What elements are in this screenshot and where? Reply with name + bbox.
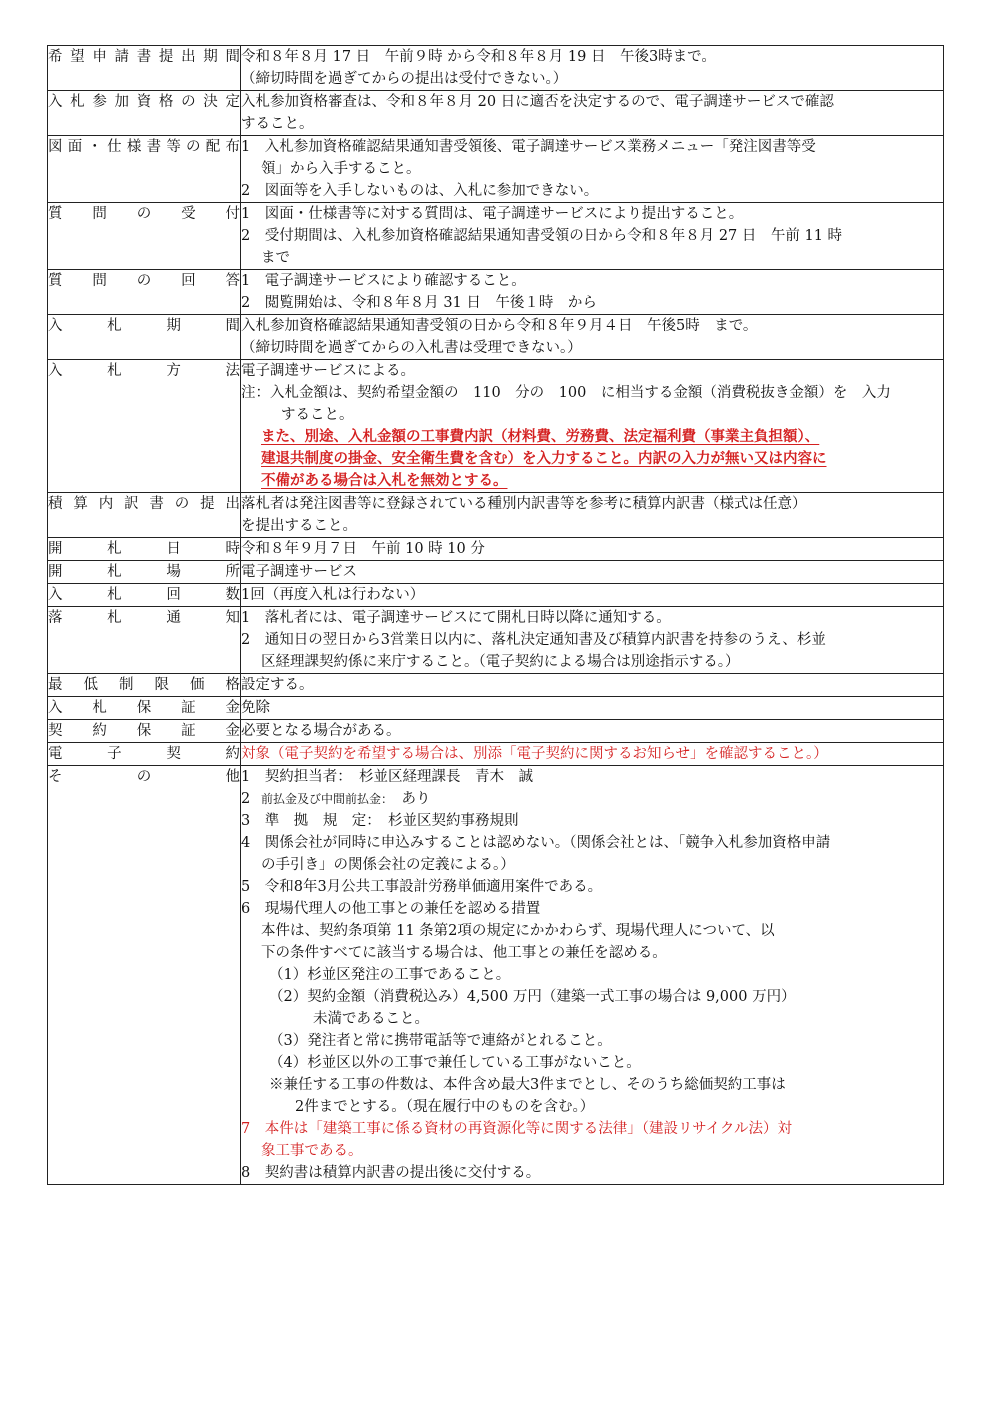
row-label: 希望申請書提出期間 xyxy=(48,46,241,91)
row-label: その他 xyxy=(48,766,241,1185)
table-row xyxy=(48,136,944,203)
procurement-info-table xyxy=(47,45,944,1185)
row-content: 1 入札参加資格確認結果通知書受領後、電子調達サービス業務メニュー「発注図書等受 領」から入手すること。 2 図面等を入手しないものは、入札に参加できない。 xyxy=(241,136,944,203)
table-row xyxy=(48,697,944,720)
row-content xyxy=(241,743,944,766)
invalid-bid-notice: 建退共制度の掛金、安全衛生費を含む）を入力すること。内訳の入力が無い又は内容に xyxy=(261,450,827,467)
table-row xyxy=(48,584,944,607)
table-row xyxy=(48,743,944,766)
row-label: 最低制限価格 xyxy=(48,674,241,697)
table-row xyxy=(48,538,944,561)
row-label: 電子契約 xyxy=(48,743,241,766)
invalid-bid-notice: 不備がある場合は入札を無効とする。 xyxy=(261,472,508,489)
row-label: 積算内訳書の提出 xyxy=(48,493,241,538)
table-row xyxy=(48,315,944,360)
row-content: 電子調達サービス xyxy=(241,561,944,584)
table-row xyxy=(48,766,944,1185)
table-row xyxy=(48,203,944,270)
row-content: 入札参加資格審査は、令和８年８月 20 日に適否を決定するので、電子調達サービスで確認 すること。 xyxy=(241,91,944,136)
table-row xyxy=(48,270,944,315)
row-label: 入札回数 xyxy=(48,584,241,607)
row-content: 令和８年９月７日 午前 10 時 10 分 xyxy=(241,538,944,561)
table-row xyxy=(48,607,944,674)
table-row xyxy=(48,360,944,493)
row-label: 入札期間 xyxy=(48,315,241,360)
table-row xyxy=(48,46,944,91)
row-content: 設定する。 xyxy=(241,674,944,697)
row-content: 必要となる場合がある。 xyxy=(241,720,944,743)
row-content: 電子調達サービスによる。 注：入札金額は、契約希望金額の 110 分の 100 に相当する金額（消費税抜き金額）を 入力 すること。 また、別途、入札金額の工事費内訳（材料費、労務費、法定福利費（事業主負担額）、 建退共制度の掛金、安全衛生費を含む）を入力すること。内訳の入力が無い又は内容に 不備がある場合は入札を無効とする。 xyxy=(241,360,944,493)
row-content: 免除 xyxy=(241,697,944,720)
table-row xyxy=(48,674,944,697)
row-content: 1 図面・仕様書等に対する質問は、電子調達サービスにより提出すること。 2 受付期間は、入札参加資格確認結果通知書受領の日から令和８年８月 27 日 午前 11 時 まで xyxy=(241,203,944,270)
electronic-contract-notice: 対象（電子契約を希望する場合は、別添「電子契約に関するお知らせ」を確認すること。） xyxy=(241,746,828,762)
invalid-bid-notice: また、別途、入札金額の工事費内訳（材料費、労務費、法定福利費（事業主負担額）、 xyxy=(261,428,820,445)
row-content: 1 契約担当者： 杉並区経理課長 青木 誠 2 前払金及び中間前払金： あり 3 準 拠 規 定： 杉並区契約事務規則 4 関係会社が同時に申込みすることは認めない。（関係会社とは、「競争入札参加資格申請 の手引き」の関係会社の定義による。） 5 令和8年3月公共工事設計労務単価適用案件である。 6 現場代理人の他工事との兼任を認める措置 本件は、契約条項第 11 条第2項の規定にかかわらず、現場代理人について、以 下の条件すべてに該当する場合は、他工事との兼任を認める。 （1）杉並区発注の工事であること。 （2）契約金額（消費税込み）4,500 万円（建築一式工事の場合は 9,000 万円） 未満であること。 （3）発注者と常に携帯電話等で連絡がとれること。 （4）杉並区以外の工事で兼任している工事がないこと。 ※兼任する工事の件数は、本件含め最大3件までとし、そのうち総価契約工事は 2件までとする。（現在履行中のものを含む。） 7 本件は「建築工事に係る資材の再資源化等に関する法律」（建設リサイクル法）対 象工事である。 8 契約書は積算内訳書の提出後に交付する。 xyxy=(241,766,944,1185)
row-content: 令和８年８月 17 日 午前９時 から令和８年８月 19 日 午後3時まで。 （締切時間を過ぎてからの提出は受付できない。） xyxy=(241,46,944,91)
row-label: 図面・仕様書等の配布 xyxy=(48,136,241,203)
row-label: 落札通知 xyxy=(48,607,241,674)
row-label: 開札日時 xyxy=(48,538,241,561)
row-content: 1 電子調達サービスにより確認すること。 2 閲覧開始は、令和８年８月 31 日 午後１時 から xyxy=(241,270,944,315)
row-content: 入札参加資格確認結果通知書受領の日から令和８年９月４日 午後5時 まで。 （締切時間を過ぎてからの入札書は受理できない。） xyxy=(241,315,944,360)
table-row xyxy=(48,493,944,538)
row-label: 質問の受付 xyxy=(48,203,241,270)
row-label: 質問の回答 xyxy=(48,270,241,315)
table-row xyxy=(48,91,944,136)
row-content: 落札者は発注図書等に登録されている種別内訳書等を参考に積算内訳書（様式は任意） を提出すること。 xyxy=(241,493,944,538)
row-label: 契約保証金 xyxy=(48,720,241,743)
row-label: 入札方法 xyxy=(48,360,241,493)
row-content: 1回（再度入札は行わない） xyxy=(241,584,944,607)
row-label: 入札保証金 xyxy=(48,697,241,720)
table-row xyxy=(48,561,944,584)
row-label: 開札場所 xyxy=(48,561,241,584)
row-content: 1 落札者には、電子調達サービスにて開札日時以降に通知する。 2 通知日の翌日から3営業日以内に、落札決定通知書及び積算内訳書を持参のうえ、杉並 区経理課契約係に来庁すること。（電子契約による場合は別途指示する。） xyxy=(241,607,944,674)
table-row xyxy=(48,720,944,743)
row-label: 入札参加資格の決定 xyxy=(48,91,241,136)
